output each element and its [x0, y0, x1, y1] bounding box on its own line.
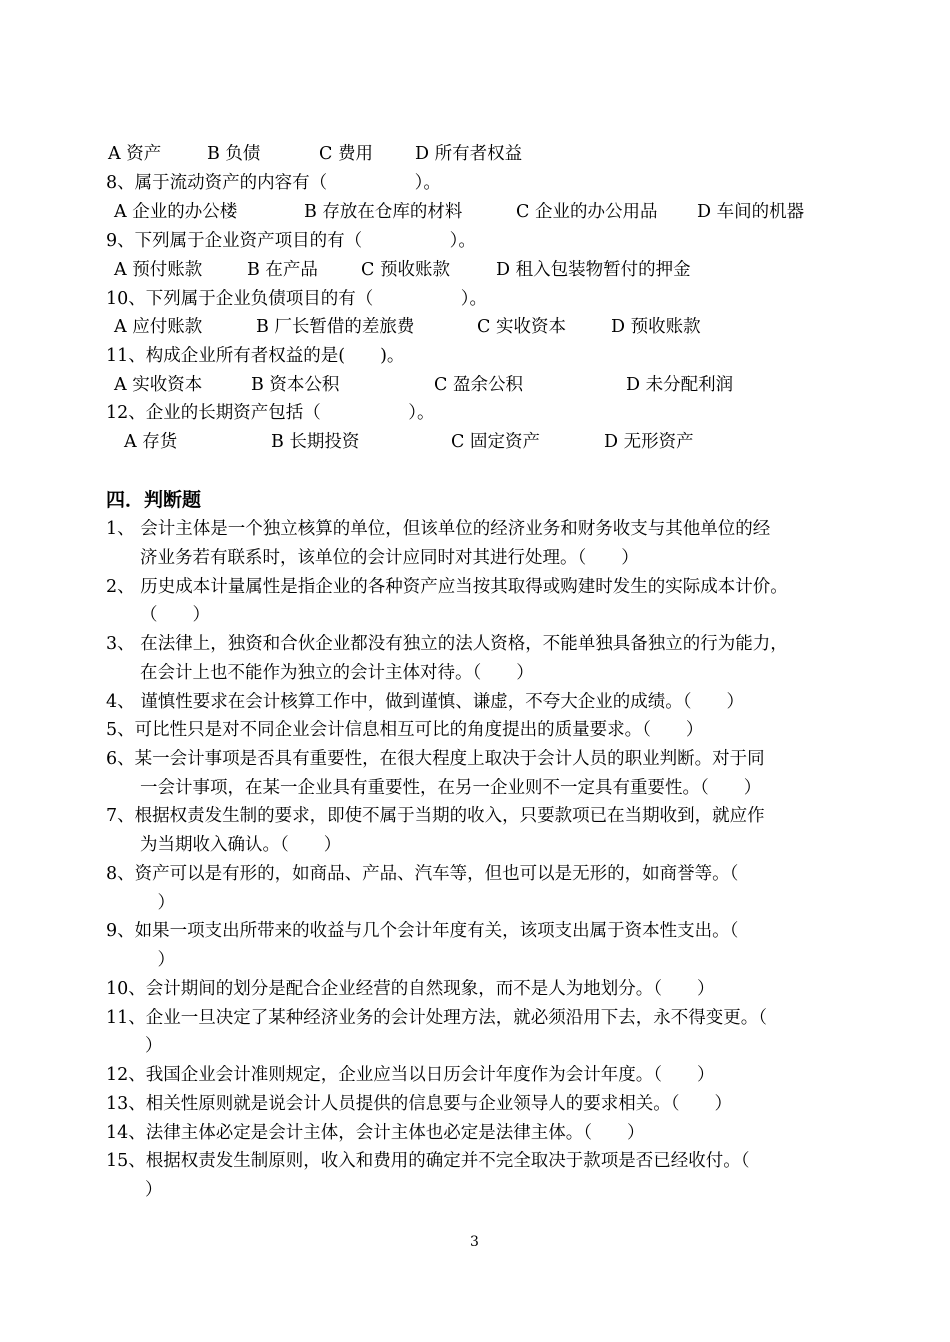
tf-item-6-line-1: 6、某一会计事项是否具有重要性，在很大程度上取决于会计人员的职业判断。对于同 [106, 749, 765, 769]
tf-item-11-line-2: ） [145, 1036, 163, 1056]
q12-option-c: C 固定资产 [451, 432, 540, 452]
q8-option-b: B 存放在仓库的材料 [304, 202, 463, 222]
tf-item-6-line-2: 一会计事项，在某一企业具有重要性，在另一企业则不一定具有重要性。（ ） [140, 778, 762, 798]
tf-item-7-line-2: 为当期收入确认。（ ） [140, 835, 342, 855]
tf-item-14: 14、法律主体必定是会计主体，会计主体也必定是法律主体。（ ） [106, 1123, 645, 1143]
q9-stem: 9、下列属于企业资产项目的有（ ）。 [106, 231, 476, 251]
tf-item-3-line-2: 在会计上也不能作为独立的会计主体对待。（ ） [140, 663, 534, 683]
q9-option-a: A 预付账款 [114, 260, 203, 280]
tf-item-12: 12、我国企业会计准则规定，企业应当以日历会计年度作为会计年度。（ ） [106, 1065, 715, 1085]
q12-option-b: B 长期投资 [271, 432, 360, 452]
q7-option-a: A 资产 [108, 144, 162, 164]
tf-item-11-line-1: 11、企业一旦决定了某种经济业务的会计处理方法，就必须沿用下去，永不得变更。（ [106, 1008, 768, 1028]
tf-item-10: 10、会计期间的划分是配合企业经营的自然现象，而不是人为地划分。（ ） [106, 979, 715, 999]
q7-option-c: C 费用 [319, 144, 373, 164]
q11-option-a: A 实收资本 [114, 375, 203, 395]
q8-option-c: C 企业的办公用品 [516, 202, 658, 222]
q10-option-d: D 预收账款 [611, 317, 701, 337]
q10-option-c: C 实收资本 [477, 317, 566, 337]
q11-stem: 11、构成企业所有者权益的是( )。 [106, 346, 405, 366]
q12-option-d: D 无形资产 [604, 432, 694, 452]
tf-item-2-line-2: （ ） [140, 605, 210, 625]
q10-option-b: B 厂长暂借的差旅费 [256, 317, 415, 337]
q11-option-c: C 盈余公积 [434, 375, 523, 395]
q7-option-d: D 所有者权益 [415, 144, 523, 164]
tf-item-15-line-1: 15、根据权责发生制原则，收入和费用的确定并不完全取决于款项是否已经收付。（ [106, 1151, 750, 1171]
tf-item-13: 13、相关性原则就是说会计人员提供的信息要与企业领导人的要求相关。（ ） [106, 1094, 733, 1114]
tf-item-2-line-1: 2、 历史成本计量属性是指企业的各种资产应当按其取得或购建时发生的实际成本计价。 [106, 577, 788, 597]
tf-item-1-line-1: 1、 会计主体是一个独立核算的单位，但该单位的经济业务和财务收支与其他单位的经 [106, 519, 771, 539]
tf-item-8-line-1: 8、资产可以是有形的，如商品、产品、汽车等，但也可以是无形的，如商誉等。（ [106, 864, 739, 884]
q12-option-a: A 存货 [124, 432, 178, 452]
tf-item-8-line-2: ） [140, 893, 175, 913]
tf-item-9-line-2: ） [140, 950, 175, 970]
q10-stem: 10、下列属于企业负债项目的有（ ）。 [106, 289, 488, 309]
q11-option-b: B 资本公积 [251, 375, 340, 395]
tf-item-5: 5、可比性只是对不同企业会计信息相互可比的角度提出的质量要求。（ ） [106, 720, 704, 740]
tf-item-3-line-1: 3、 在法律上，独资和合伙企业都没有独立的法人资格，不能单独具备独立的行为能力， [106, 634, 788, 654]
tf-item-1-line-2: 济业务若有联系时，该单位的会计应同时对其进行处理。（ ） [140, 548, 639, 568]
page-number: 3 [470, 1234, 479, 1250]
q11-option-d: D 未分配利润 [626, 375, 734, 395]
tf-item-15-line-2: ） [145, 1180, 163, 1200]
q12-stem: 12、企业的长期资产包括（ ）。 [106, 403, 435, 423]
q7-option-b: B 负债 [207, 144, 261, 164]
tf-item-4: 4、 谨慎性要求在会计核算工作中，做到谨慎、谦虚，不夸大企业的成绩。（ ） [106, 692, 744, 712]
q10-option-a: A 应付账款 [114, 317, 203, 337]
section-heading-true-false: 四．判断题 [106, 489, 202, 511]
q8-stem: 8、属于流动资产的内容有（ ）。 [106, 173, 441, 193]
q9-option-b: B 在产品 [247, 260, 318, 280]
q9-option-c: C 预收账款 [361, 260, 450, 280]
q8-option-a: A 企业的办公楼 [114, 202, 238, 222]
tf-item-7-line-1: 7、根据权责发生制的要求，即使不属于当期的收入，只要款项已在当期收到，就应作 [106, 806, 765, 826]
tf-item-9-line-1: 9、如果一项支出所带来的收益与几个会计年度有关，该项支出属于资本性支出。（ [106, 921, 739, 941]
q8-option-d: D 车间的机器 [697, 202, 805, 222]
q9-option-d: D 租入包装物暂付的押金 [496, 260, 691, 280]
